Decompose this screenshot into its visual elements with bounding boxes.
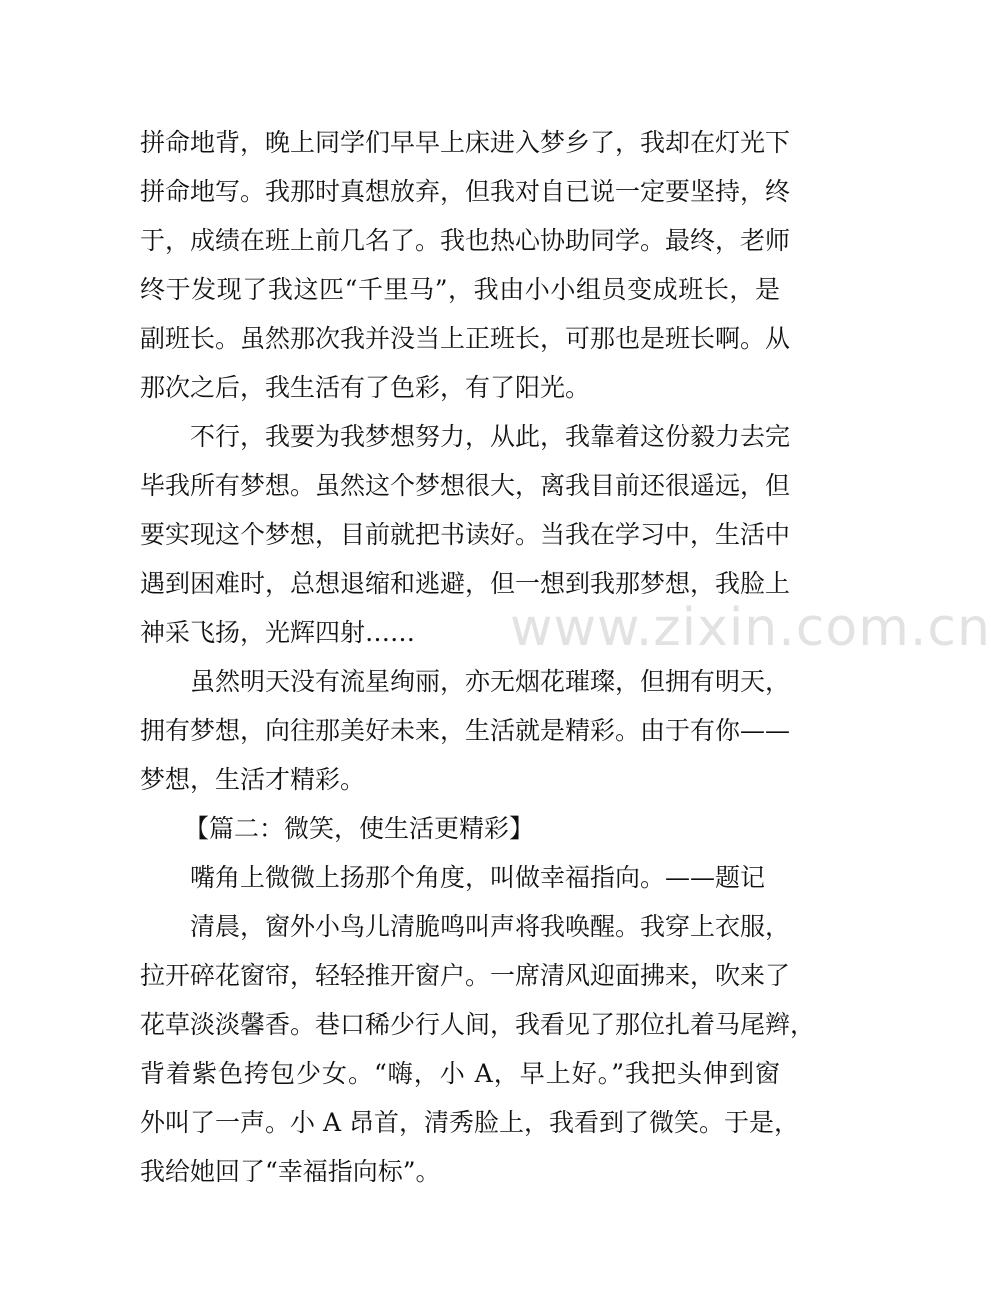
text-line: 副班长。虽然那次我并没当上正班长，可那也是班长啊。从: [140, 324, 791, 353]
document-body: [140, 118, 816, 1196]
epigraph: 嘴角上微微上扬那个角度，叫做幸福指向。——题记: [190, 863, 766, 892]
paragraph-first-line: 不行，我要为我梦想努力，从此，我靠着这份毅力去完: [190, 422, 791, 451]
paragraph-first-line: 虽然明天没有流星绚丽，亦无烟花璀璨，但拥有明天，: [190, 667, 791, 696]
text-line: 于，成绩在班上前几名了。我也热心协助同学。最终，老师: [140, 226, 791, 255]
text-line: 梦想，生活才精彩。: [140, 765, 366, 794]
watermark-text: www.zixin.com.cn: [510, 598, 991, 658]
text-line: 花草淡淡馨香。巷口稀少行人间，我看见了那位扎着马尾辫，: [140, 1010, 816, 1039]
text-line: 拉开碎花窗帘，轻轻推开窗户。一席清风迎面拂来，吹来了: [140, 961, 791, 990]
text-line: 拼命地写。我那时真想放弃，但我对自已说一定要坚持，终: [140, 177, 791, 206]
text-line: 外叫了一声。小 A 昂首，清秀脸上，我看到了微笑。于是，: [140, 1108, 799, 1137]
text-line: 拼命地背，晚上同学们早早上床进入梦乡了，我却在灯光下: [140, 128, 791, 157]
text-line: 神采飞扬，光辉四射……: [140, 618, 416, 647]
section-heading: 【篇二：微笑，使生活更精彩】: [184, 814, 535, 843]
text-line: 背着紫色挎包少女。“嗨，小 A，早上好。”我把头伸到窗: [140, 1059, 780, 1088]
text-line: 那次之后，我生活有了色彩，有了阳光。: [140, 373, 591, 402]
text-line: 终于发现了我这匹“千里马”，我由小小组员变成班长，是: [140, 275, 780, 304]
text-line: 遇到困难时，总想退缩和逃避，但一想到我那梦想，我脸上: [140, 569, 791, 598]
text-line: 拥有梦想，向往那美好未来，生活就是精彩。由于有你——: [140, 716, 791, 745]
text-line: 毕我所有梦想。虽然这个梦想很大，离我目前还很遥远，但: [140, 471, 791, 500]
text-line: 要实现这个梦想，目前就把书读好。当我在学习中，生活中: [140, 520, 791, 549]
paragraph-first-line: 清晨，窗外小鸟儿清脆鸣叫声将我唤醒。我穿上衣服，: [190, 912, 791, 941]
text-line: 我给她回了“幸福指向标”。: [140, 1157, 441, 1186]
